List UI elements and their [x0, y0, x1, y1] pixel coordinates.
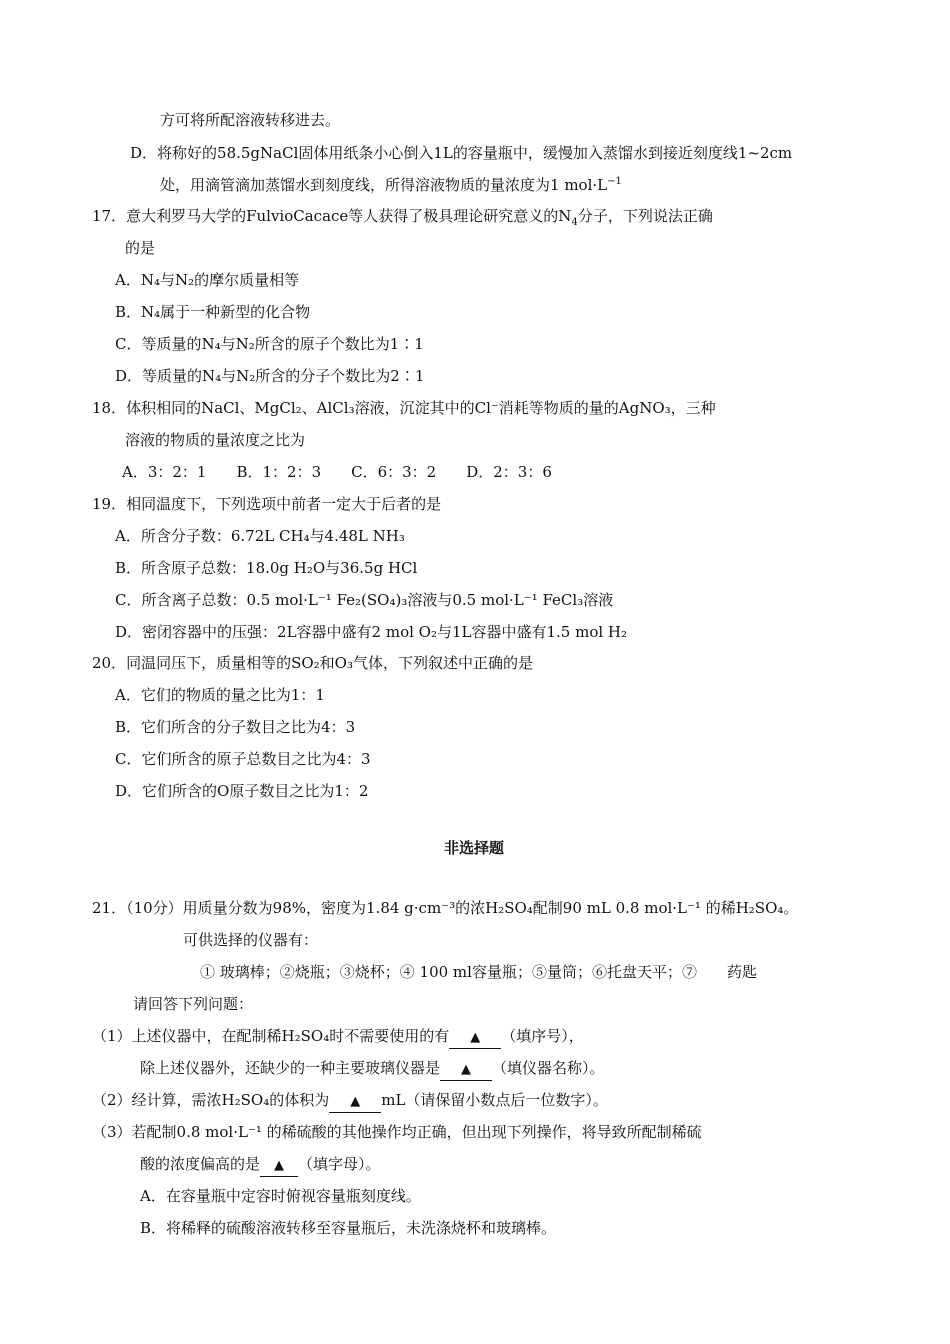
question-17: 17．意大利罗马大学的FulvioCacace等人获得了极具理论研究意义的$N_4$分子，下列说法正确: [92, 207, 713, 228]
option-19d: D．密闭容器中的压强：2L容器中盛有2 mol O₂与1L容器中盛有1.5 mol H₂: [115, 623, 628, 641]
option-19a: A．所含分子数：6.72L CH₄与4.48L NH₃: [115, 527, 405, 545]
answer-blank[interactable]: ▲: [260, 1156, 298, 1177]
question-21-instruments: ① 玻璃棒；②烧瓶；③烧杯；④ 100 ml容量瓶；⑤量筒；⑥托盘天平；⑦ 药匙: [200, 963, 757, 981]
option-3b: B．将稀释的硫酸溶液转移至容量瓶后，未洗涤烧杯和玻璃棒。: [140, 1219, 557, 1237]
section-heading: 非选择题: [444, 839, 505, 857]
part-3-cont: 酸的浓度偏高的是 ▲ （填字母）。: [140, 1154, 381, 1177]
option-17b: B．N₄属于一种新型的化合物: [115, 303, 311, 321]
question-20: 20．同温同压下，质量相等的SO₂和O₃气体，下列叙述中正确的是: [92, 654, 533, 672]
part-1-cont: 除上述仪器外，还缺少的一种主要玻璃仪器是 ▲ （填仪器名称）。: [140, 1058, 605, 1081]
question-17-cont: 的是: [125, 239, 156, 257]
question-19: 19．相同温度下，下列选项中前者一定大于后者的是: [92, 495, 442, 513]
question-21: 21．（10分）用质量分数为98%，密度为1.84 g·cm⁻³的浓H₂SO₄配制90 mL 0.8 mol·L⁻¹ 的稀H₂SO₄。: [92, 899, 799, 917]
option-19b: B．所含原子总数：18.0g H₂O与36.5g HCl: [115, 559, 418, 577]
options-18: A．3：2：1 B．1：2：3 C．6：3：2 D．2：3：6: [122, 463, 552, 481]
answer-blank[interactable]: ▲: [449, 1028, 501, 1049]
option-16d-cont: 处，用滴管滴加蒸馏水到刻度线，所得溶液物质的量浓度为1 $mol\cdot L^{-1}$: [160, 176, 622, 194]
option-19c: C．所含离子总数：0.5 mol·L⁻¹ Fe₂(SO₄)₃溶液与0.5 mol·L⁻¹ FeCl₃溶液: [115, 591, 614, 609]
option-17a: A．N₄与N₂的摩尔质量相等: [115, 271, 300, 289]
option-20d: D．它们所含的O原子数目之比为1：2: [115, 782, 369, 800]
option-20c: C．它们所含的原子总数目之比为4：3: [115, 750, 371, 768]
option-17d: D．等质量的N₄与N₂所含的分子个数比为2∶1: [115, 367, 425, 385]
option-20b: B．它们所含的分子数目之比为4：3: [115, 718, 356, 736]
question-18: 18．体积相同的NaCl、MgCl₂、AlCl₃溶液，沉淀其中的Cl⁻消耗等物质的量的AgNO₃，三种: [92, 399, 716, 417]
question-21-prompt: 请回答下列问题：: [133, 995, 254, 1013]
part-3: （3）若配制0.8 mol·L⁻¹ 的稀硫酸的其他操作均正确，但出现下列操作，将导致所配制稀硫: [92, 1123, 702, 1141]
answer-blank[interactable]: ▲: [329, 1092, 381, 1113]
part-2: （2）经计算，需浓H₂SO₄的体积为 ▲ mL（请保留小数点后一位数字）。: [92, 1090, 608, 1113]
answer-blank[interactable]: ▲: [440, 1060, 492, 1081]
part-1: （1）上述仪器中，在配制稀H₂SO₄时不需要使用的有 ▲ （填序号），: [92, 1026, 584, 1049]
option-20a: A．它们的物质的量之比为1：1: [115, 686, 325, 704]
line-continuation: 方可将所配溶液转移进去。: [160, 111, 341, 129]
question-21-instruments-label: 可供选择的仪器有：: [183, 931, 319, 949]
option-17c: C．等质量的N₄与N₂所含的原子个数比为1∶1: [115, 335, 424, 353]
option-3a: A．在容量瓶中定容时俯视容量瓶刻度线。: [140, 1187, 421, 1205]
option-16d: D．将称好的58.5gNaCl固体用纸条小心倒入1L的容量瓶中，缓慢加入蒸馏水到接近刻度线1~2cm: [130, 144, 793, 162]
question-18-cont: 溶液的物质的量浓度之比为: [125, 431, 306, 449]
